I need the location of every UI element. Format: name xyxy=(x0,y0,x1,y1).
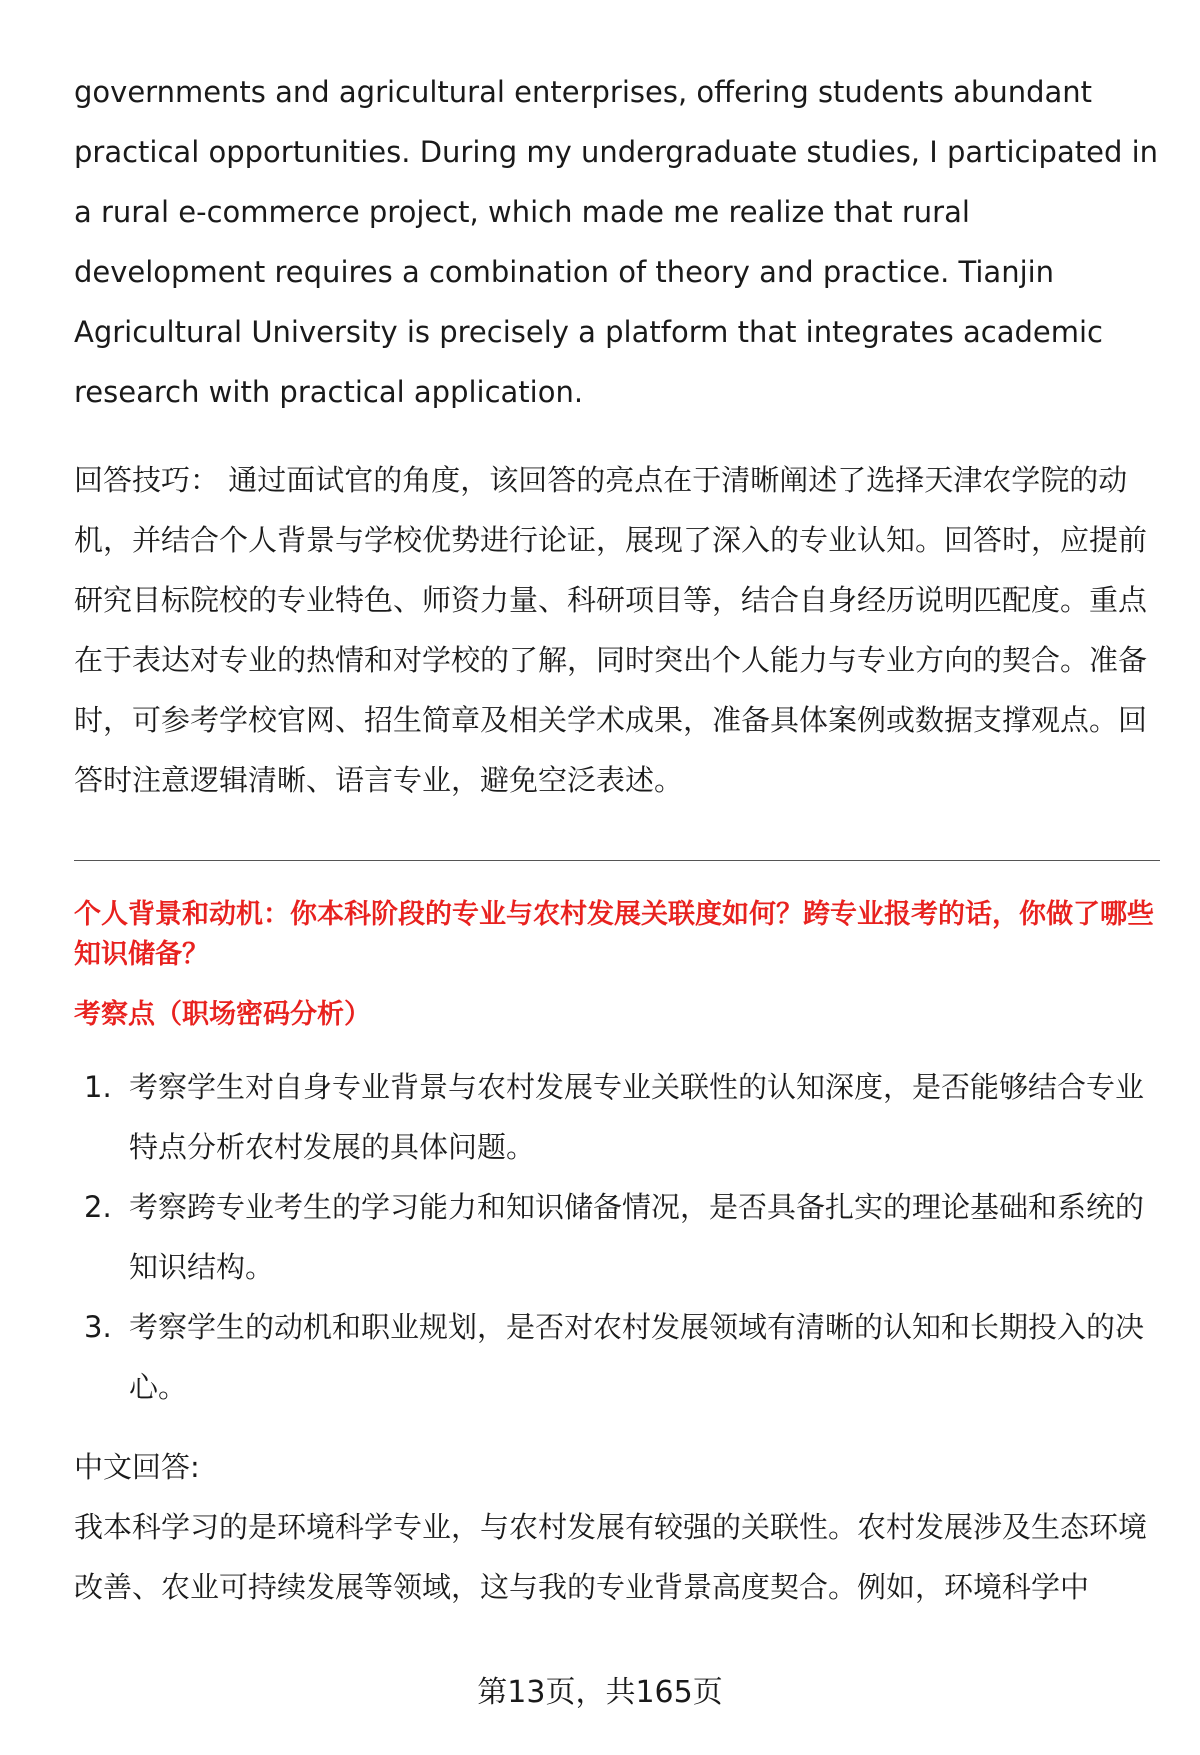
chinese-answer-paragraph: 我本科学习的是环境科学专业，与农村发展有较强的关联性。农村发展涉及生态环境改善、农业可持续发展等领域，这与我的专业背景高度契合。例如，环境科学中 xyxy=(74,1510,1148,1604)
english-answer-paragraph: governments and agricultural enterprises, offering students abundant practical opportunities. During my undergraduate studies, I participated in a rural e-commerce project, which made me realize that rural development requires a combination of theory and practice. Tianjin Agricultural University is precisely a platform that integrates academic research with practical application. xyxy=(74,75,1159,409)
list-item-number: 1. xyxy=(84,1070,112,1104)
list-item xyxy=(74,1057,1160,1177)
list-item-text: 考察学生对自身专业背景与农村发展专业关联性的认知深度，是否能够结合专业特点分析农村发展的具体问题。 xyxy=(129,1070,1145,1164)
list-item-text: 考察跨专业考生的学习能力和知识储备情况，是否具备扎实的理论基础和系统的知识结构。 xyxy=(129,1190,1145,1284)
question-heading: 个人背景和动机：你本科阶段的专业与农村发展关联度如何？跨专业报考的话，你做了哪些知识储备？ xyxy=(74,899,1154,970)
page-number-footer: 第13页，共165页 xyxy=(477,1675,723,1710)
list-item xyxy=(74,1177,1160,1297)
section-divider xyxy=(74,860,1160,861)
document-body xyxy=(74,62,1160,1617)
list-item-text: 考察学生的动机和职业规划，是否对农村发展领域有清晰的认知和长期投入的决心。 xyxy=(129,1310,1145,1404)
list-item xyxy=(74,1297,1160,1417)
list-item-number: 3. xyxy=(84,1310,112,1344)
assessment-points-list xyxy=(74,1057,1160,1417)
chinese-answer-label: 中文回答: xyxy=(74,1450,200,1484)
list-item-number: 2. xyxy=(84,1190,112,1224)
assessment-points-title: 考察点（职场密码分析） xyxy=(74,999,371,1030)
answer-tips-paragraph: 回答技巧： 通过面试官的角度，该回答的亮点在于清晰阐述了选择天津农学院的动机，并结合个人背景与学校优势进行论证，展现了深入的专业认知。回答时，应提前研究目标院校的专业特色、师资力量、科研项目等，结合自身经历说明匹配度。重点在于表达对专业的热情和对学校的了解，同时突出个人能力与专业方向的契合。准备时，可参考学校官网、招生简章及相关学术成果，准备具体案例或数据支撑观点。回答时注意逻辑清晰、语言专业，避免空泛表述。 xyxy=(74,463,1148,797)
